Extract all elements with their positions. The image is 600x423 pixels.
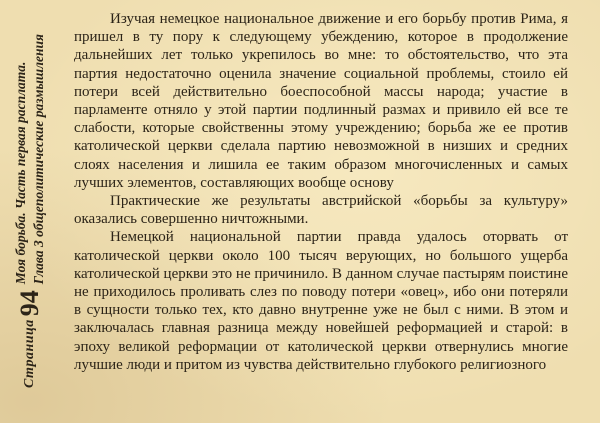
side-header-rotated [6,11,54,411]
chapter-title: Глава 3 общеполитические размышления [31,34,46,285]
paragraph: Изучая немецкое национальное движение и его борьбу против Рима, я пришел в ту пору к следующему убеждению, которое в продолжение дальнейших лет только укрепилось во мне: то обстоятельство, что эта партия недостаточно оценила значение социальной проблемы, стоило ей потери всей действительно боеспособной массы народа; участие в парламенте отняло у этой партии подлинный размах и привило ей все те слабости, которые свойственны этому учреждению; борьба же ее против католической церкви сделала партию невозможной в низших и средних слоях населения и лишила ее таким образом многочисленных и самых лучших элементов, составляющих вообще основу [74,11,568,191]
page-label [17,290,43,388]
running-titles [12,34,48,284]
book-title: Моя борьба. Часть первая расплата. [13,61,28,285]
page-word: Страница [22,319,37,388]
page-number: 94 [15,290,44,317]
paragraph: Немецкой национальной партии правда удалось оторвать от католической церкви около 100 тысяч верующих, но большого ущерба католической церкви это не причинило. В данном случае пастырям поистине не приходилось проливать слез по поводу потери «овец», ибо они потеряли в сущности только тех, кто давно внутренне уже не был с ними. В этом и заключалась главная разница между новейшей реформацией и старой: в эпоху великой реформации от католической церкви отвернулись многие лучшие люди и притом из чувства действительно глубокого религиозного [74,229,568,373]
paragraph: Практические же результаты австрийской «борьбы за культуру» оказались совершенно ничтожными. [74,193,568,228]
body-text [74,10,568,374]
side-header [0,0,60,423]
